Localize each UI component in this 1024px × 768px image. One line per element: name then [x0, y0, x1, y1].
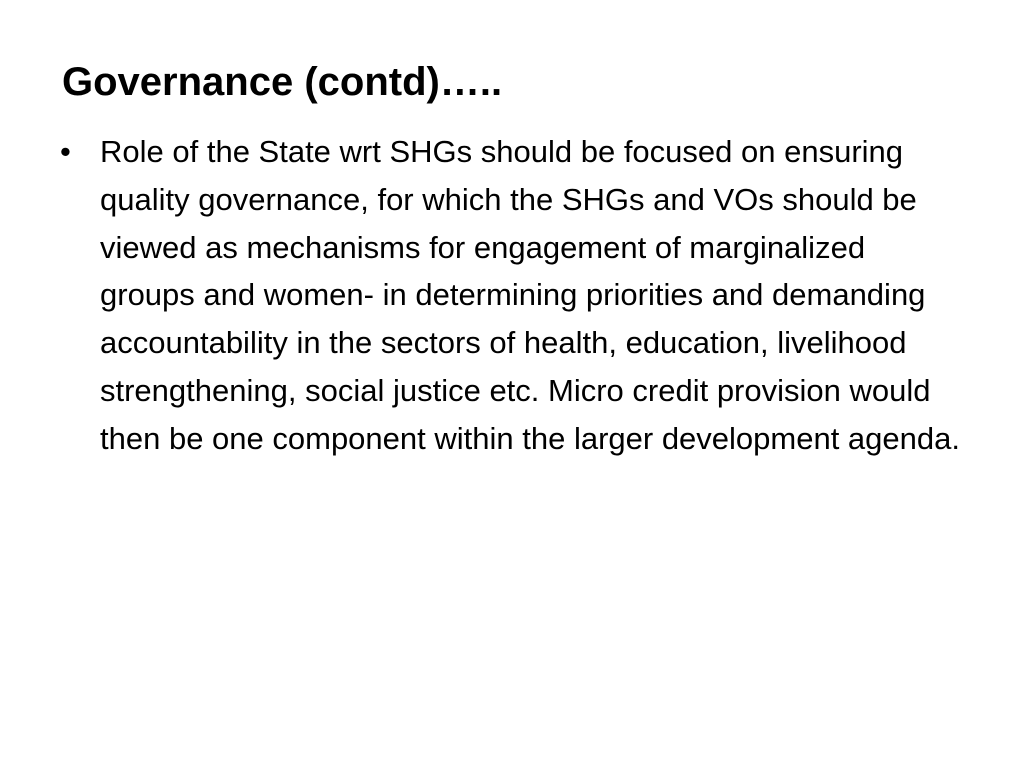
bullet-list [60, 128, 970, 463]
bullet-marker: • [60, 134, 71, 169]
bullet-text: Role of the State wrt SHGs should be focused on ensuring quality governance, for which the SHGs and VOs should be viewed as mechanisms for engagement of marginalized groups and women- in determining priorities and demanding accountability in the sectors of health, education, livelihood strengthening, social justice etc. Micro credit provision would then be one component within the larger development agenda. [100, 134, 960, 456]
list-item [60, 128, 970, 463]
slide-title: Governance (contd)….. [62, 60, 503, 104]
